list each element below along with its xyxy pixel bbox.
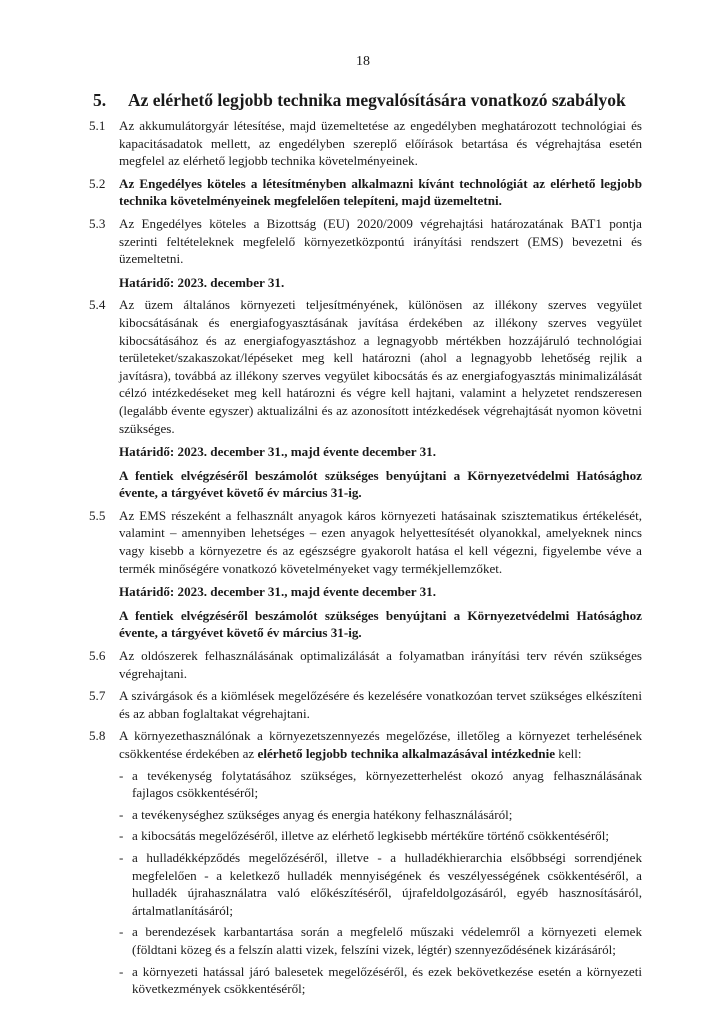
list-item-text: a berendezések karbantartása során a megfelelő műszaki védelemről a környezeti elemek (földtani közeg és a felszín alatti vizek, felszíni vizek, légtér) szennyeződésének kizárásáról; xyxy=(132,924,642,957)
clause-number: 5.8 xyxy=(89,728,106,744)
dash-marker: - xyxy=(119,806,124,822)
report-requirement: A fentiek elvégzéséről beszámolót szükséges benyújtani a Környezetvédelmi Hatósághoz évente, a tárgyévet követő év március 31-ig. xyxy=(119,607,642,641)
clause-5-5 xyxy=(89,507,642,642)
list-item xyxy=(119,806,642,824)
section-body xyxy=(89,117,642,1003)
deadline: Határidő: 2023. december 31. xyxy=(119,274,285,290)
section-title: Az elérhető legjobb technika megvalósítására vonatkozó szabályok xyxy=(128,90,626,110)
deadline: Határidő: 2023. december 31., majd évente december 31. xyxy=(119,444,436,460)
clause-5-2 xyxy=(89,175,642,210)
clause-number: 5.4 xyxy=(89,297,106,313)
list-item xyxy=(119,923,642,958)
clause-content xyxy=(119,687,642,722)
clause-number: 5.2 xyxy=(89,175,106,191)
clause-text: Az Engedélyes köteles a Bizottság (EU) 2020/2009 végrehajtási határozatának BAT1 pontja szerinti feltételeknek megfelelő környezetközpontú irányítási rendszert (EMS) bevezetni és üzemeltetni. xyxy=(119,215,642,267)
section-number: 5. xyxy=(93,90,107,110)
clause-number: 5.3 xyxy=(89,215,106,231)
clause-number: 5.5 xyxy=(89,507,106,523)
dash-marker: - xyxy=(119,924,124,940)
clause-content xyxy=(119,215,642,291)
page-number: 18 xyxy=(356,54,370,69)
clause-content xyxy=(119,647,642,682)
clause-text: Az akkumulátorgyár létesítése, majd üzemeltetése az engedélyben meghatározott technológiai és kapacitásadatok mellett, az engedélyben szereplő előírások betartása és végrehajtása esetén megfelel az elérhető legjobb technika követelményeinek. xyxy=(119,118,642,169)
list-item xyxy=(119,849,642,919)
clause-5-1 xyxy=(89,117,642,170)
clause-5-3 xyxy=(89,215,642,291)
list-item xyxy=(119,827,642,845)
list-item xyxy=(119,767,642,802)
dash-marker: - xyxy=(119,963,124,979)
clause-content xyxy=(119,727,642,997)
list-item-text: a tevékenység folytatásához szükséges, környezetterhelést okozó anyag felhasználásának fajlagos csökkentéséről; xyxy=(132,767,642,801)
clause-content xyxy=(119,175,642,210)
dash-marker: - xyxy=(119,828,124,844)
clause-content xyxy=(119,117,642,170)
list-item-text: a környezeti hatással járó balesetek megelőzéséről, és ezek bekövetkezése esetén a környezeti következmények csökkentéséről; xyxy=(132,963,642,997)
clause-text: Az Engedélyes köteles a létesítményben alkalmazni kívánt technológiát az elérhető legjobb technika követelményeinek megfelelően telepíteni, majd üzemeltetni. xyxy=(119,175,642,209)
clause-number: 5.6 xyxy=(89,648,106,664)
clause-text: A szivárgások és a kiömlések megelőzésére és kezelésére vonatkozóan tervet szükséges elkészíteni és az abban foglaltakat végrehajtani. xyxy=(119,688,642,721)
clause-5-7 xyxy=(89,687,642,722)
list-item-text: a kibocsátás megelőzéséről, illetve az elérhető legkisebb mértékűre történő csökkentéséről; xyxy=(132,828,610,844)
dash-marker: - xyxy=(119,849,124,865)
clause-text: Az EMS részeként a felhasznált anyagok káros környezeti hatásainak szisztematikus értékelését, valamint – amennyiben lehetséges – ezen anyagok helyettesítését olyanokkal, amelyeknek nincs vagy kisebb a környezetre és az egészségre gyakorolt hatása el kell végezni, figyelembe véve a termék minőségére vonatkozó követelményeket vagy termékjellemzőket. xyxy=(119,507,642,576)
clause-text: Az üzem általános környezeti teljesítményének, különösen az illékony szerves vegyület kibocsátásának és energiafogyasztásának javítása érdekében az illékony szerves vegyület kibocsátásához és az energiafogyasztáshoz a legnagyobb mértékben hozzájáruló technológiai területeket/szakaszokat/lépéseket meg kell határozni (ahol a legnagyobb lehetőség rejlik a javításra), továbbá az illékony szerves vegyület kibocsátás és az energiafogyasztás minimalizálását célzó intézkedéseket meg kell határozni és végre kell hajtani, valamint a helyzetet rendszeresen (legalább évente egyszer) aktualizálni és az azonosított intézkedések végrehajtását nyomon követni szükséges. xyxy=(119,297,642,436)
list-item-text: a tevékenységhez szükséges anyag és energia hatékony felhasználásáról; xyxy=(132,806,513,822)
clause-text: Az oldószerek felhasználásának optimalizálását a folyamatban irányítási terv révén szükséges végrehajtani. xyxy=(119,648,642,681)
clause-5-6 xyxy=(89,647,642,682)
deadline: Határidő: 2023. december 31., majd évente december 31. xyxy=(119,584,436,600)
clause-text xyxy=(119,727,642,762)
clause-5-4 xyxy=(89,296,642,502)
dash-marker: - xyxy=(119,767,124,783)
section-heading xyxy=(93,90,653,111)
clause-text-emphasis: elérhető legjobb technika alkalmazásával intézkednie xyxy=(257,746,556,761)
clause-5-8 xyxy=(89,727,642,997)
clause-text-tail: kell: xyxy=(555,746,582,761)
clause-content xyxy=(119,296,642,502)
clause-content xyxy=(119,507,642,642)
clause-number: 5.1 xyxy=(89,118,106,133)
list-item xyxy=(119,963,642,998)
clause-number: 5.7 xyxy=(89,688,106,704)
report-requirement: A fentiek elvégzéséről beszámolót szükséges benyújtani a Környezetvédelmi Hatósághoz évente, a tárgyévet követő év március 31-ig. xyxy=(119,467,642,501)
list-item-text: a hulladékképződés megelőzéséről, illetve - a hulladékhierarchia elsőbbségi sorrendjének megfelelően - a keletkező hulladék mennyiségének és veszélyességének csökkentéséről, a hulladék újrahasználatra való előkészítéséről, újrafeldolgozásáról, egyéb hasznosításáról, ártalmatlanításáról; xyxy=(132,849,642,918)
clause-text-lead: A környezethasználónak a környezetszennyezés megelőzése, illetőleg a környezet terhelésének csökkentése érdekében az xyxy=(119,728,642,761)
requirement-list xyxy=(119,767,642,998)
